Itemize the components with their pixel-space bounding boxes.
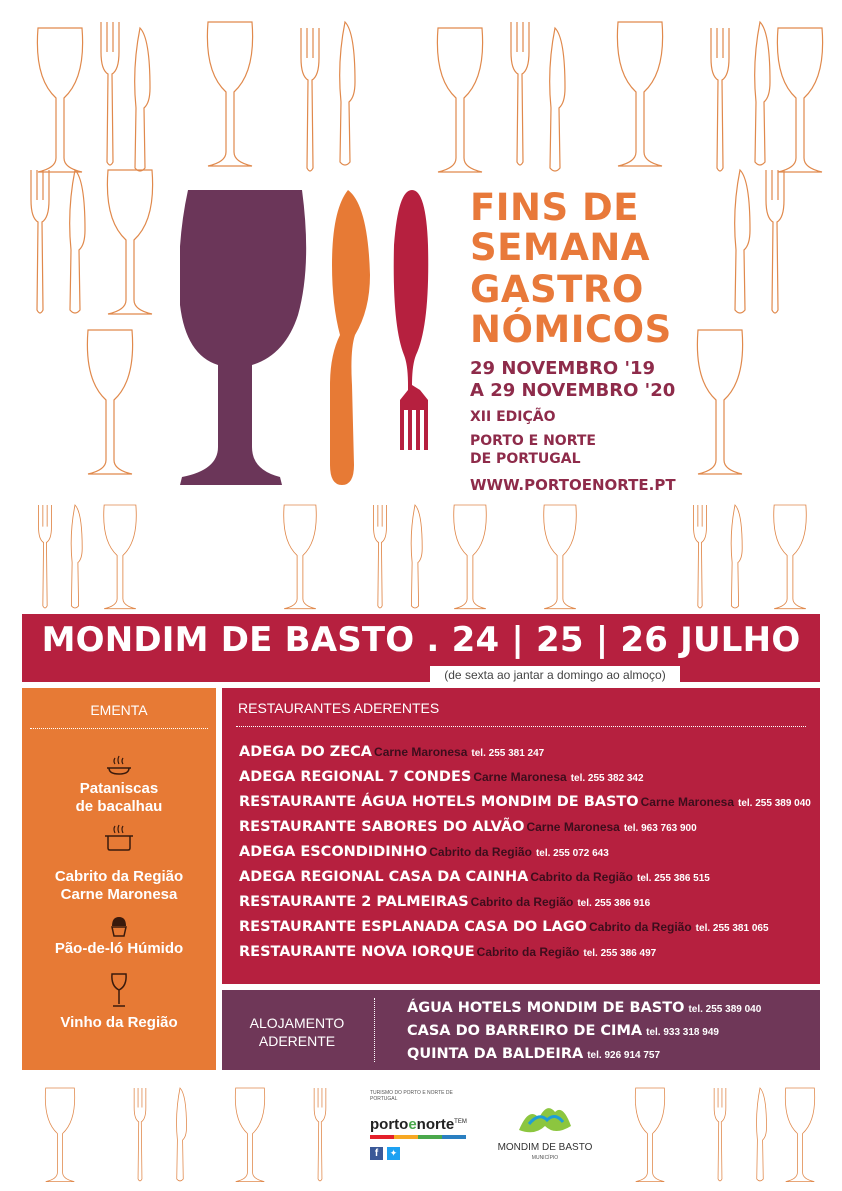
- pattern-knife-icon: [71, 505, 82, 608]
- lodging-name: QUINTA DA BALDEIRA: [407, 1046, 584, 1062]
- hero-date-line2: A 29 NOVEMBRO '20: [470, 380, 676, 401]
- restaurant-row: [239, 942, 656, 964]
- pattern-fork-icon: [511, 22, 529, 165]
- hero-text: [470, 188, 676, 494]
- restaurant-name: ADEGA REGIONAL CASA DA CAINHA: [239, 869, 529, 885]
- restaurant-phone: tel. 963 763 900: [623, 823, 697, 834]
- brand-part-e: e: [408, 1116, 417, 1133]
- pattern-fork-icon: [31, 170, 49, 313]
- brand-part-norte: norte: [416, 1116, 455, 1133]
- hero-date-line1: 29 NOVEMBRO '19: [470, 358, 656, 379]
- wine-glass-icon: [180, 190, 306, 485]
- restaurant-name: RESTAURANTE ESPLANADA CASA DO LAGO: [239, 919, 587, 935]
- restaurant-phone: tel. 255 386 916: [577, 898, 651, 909]
- restaurant-row: [239, 917, 769, 939]
- pattern-glass-icon: [635, 1088, 664, 1182]
- brand-color-bar: [370, 1135, 466, 1139]
- wine-glass-icon: [110, 972, 128, 1008]
- menu-item-line: Vinho da Região: [60, 1014, 178, 1031]
- knife-icon: [330, 190, 370, 485]
- restaurant-dish: Carne Maronesa: [526, 820, 620, 834]
- menu-item-line: Pataniscas: [79, 780, 159, 797]
- restaurant-row: [239, 742, 544, 764]
- pattern-fork-icon: [714, 1088, 726, 1181]
- pattern-glass-icon: [284, 505, 317, 609]
- hero-title-line3: GASTRO: [470, 268, 644, 311]
- event-banner: [22, 614, 820, 682]
- pattern-glass-icon: [37, 28, 82, 172]
- municipality-sub: MUNICÍPIO: [531, 1155, 559, 1161]
- restaurant-name: ADEGA DO ZECA: [239, 744, 373, 760]
- hero-region-line1: PORTO E NORTE: [470, 433, 596, 449]
- restaurant-dish: Carne Maronesa: [374, 745, 468, 759]
- brand-tm: TEM: [454, 1119, 467, 1125]
- hero-title-line1: FINS DE: [470, 186, 640, 229]
- restaurant-name: ADEGA ESCONDIDINHO: [239, 844, 428, 860]
- pattern-knife-icon: [70, 170, 85, 313]
- facebook-icon[interactable]: f: [370, 1147, 383, 1160]
- pattern-glass-icon: [544, 505, 577, 609]
- restaurant-row: [239, 792, 811, 814]
- hero-edition: XII EDIÇÃO: [470, 409, 556, 425]
- lodging-row: [407, 1044, 660, 1066]
- mountain-logo-icon: [515, 1100, 575, 1138]
- pattern-knife-icon: [340, 22, 355, 165]
- restaurant-name: RESTAURANTE NOVA IORQUE: [239, 944, 475, 960]
- pattern-glass-icon: [104, 505, 137, 609]
- restaurant-name: RESTAURANTE SABORES DO ALVÃO: [239, 819, 525, 835]
- restaurant-row: [239, 842, 609, 864]
- pattern-glass-icon: [454, 505, 487, 609]
- pattern-fork-icon: [101, 22, 119, 165]
- menu-item-line: Cabrito da Região: [54, 868, 184, 885]
- lodging-panel: [222, 990, 820, 1070]
- footer-tagline: TURISMO DO PORTO E NORTE DE PORTUGAL: [370, 1090, 453, 1102]
- restaurant-phone: tel. 255 381 065: [695, 923, 769, 934]
- municipality-name: MONDIM DE BASTO: [497, 1142, 593, 1153]
- pattern-fork-icon: [374, 505, 387, 608]
- menu-item-line: Pão-de-ló Húmido: [54, 940, 184, 957]
- pattern-knife-icon: [411, 505, 422, 608]
- menu-item-line: Carne Maronesa: [60, 886, 178, 903]
- pot-icon: [104, 824, 134, 852]
- restaurant-phone: tel. 255 389 040: [738, 798, 811, 809]
- divider: [374, 998, 375, 1062]
- pattern-glass-icon: [207, 22, 252, 166]
- pattern-glass-icon: [437, 28, 482, 172]
- divider: [236, 726, 806, 727]
- restaurant-row: [239, 817, 697, 839]
- restaurant-name: RESTAURANTE ÁGUA HOTELS MONDIM DE BASTO: [239, 794, 639, 810]
- restaurant-phone: tel. 255 386 515: [637, 873, 710, 884]
- restaurant-dish: Cabrito da Região: [588, 920, 692, 934]
- restaurants-panel: [222, 688, 820, 984]
- pattern-glass-icon: [45, 1088, 74, 1182]
- pattern-knife-icon: [735, 170, 750, 313]
- porto-e-norte-logo: [370, 1090, 480, 1170]
- restaurant-dish: Carne Maronesa: [640, 795, 735, 809]
- fork-icon: [394, 190, 429, 450]
- pattern-glass-icon: [87, 330, 132, 474]
- mondim-de-basto-logo: [490, 1090, 600, 1180]
- restaurant-dish: Cabrito da Região: [476, 945, 580, 959]
- lodging-phone: tel. 933 318 949: [646, 1027, 719, 1038]
- pattern-fork-icon: [694, 505, 707, 608]
- restaurant-row: [239, 767, 644, 789]
- pattern-knife-icon: [550, 28, 565, 171]
- lodging-label-line2: ADERENTE: [258, 1033, 336, 1049]
- lodging-name: CASA DO BARREIRO DE CIMA: [407, 1023, 643, 1039]
- pattern-knife-icon: [177, 1088, 187, 1181]
- restaurant-dish: Carne Maronesa: [473, 770, 567, 784]
- pattern-fork-icon: [39, 505, 52, 608]
- menu-panel: [22, 688, 216, 1070]
- pattern-glass-icon: [617, 22, 662, 166]
- restaurants-header: RESTAURANTES ADERENTES: [238, 700, 440, 716]
- banner-title: MONDIM DE BASTO . 24 | 25 | 26 JULHO: [41, 620, 801, 660]
- pattern-knife-icon: [755, 22, 770, 165]
- pattern-glass-icon: [774, 505, 807, 609]
- lodging-name: ÁGUA HOTELS MONDIM DE BASTO: [407, 1000, 685, 1016]
- banner-note: (de sexta ao jantar a domingo ao almoço): [430, 666, 680, 684]
- restaurant-phone: tel. 255 072 643: [535, 848, 609, 859]
- pattern-fork-icon: [711, 28, 729, 171]
- restaurant-phone: tel. 255 382 342: [570, 773, 644, 784]
- restaurant-dish: Cabrito da Região: [530, 870, 633, 884]
- restaurant-dish: Cabrito da Região: [429, 845, 532, 859]
- restaurant-row: [239, 892, 650, 914]
- restaurant-name: ADEGA REGIONAL 7 CONDES: [239, 769, 472, 785]
- pattern-glass-icon: [785, 1088, 814, 1182]
- hero-illustration: [180, 185, 450, 490]
- restaurant-phone: tel. 255 386 497: [583, 948, 657, 959]
- pattern-knife-icon: [731, 505, 742, 608]
- divider: [30, 728, 208, 729]
- hero-website-link[interactable]: WWW.PORTOENORTE.PT: [470, 476, 676, 494]
- hero-region-line2: DE PORTUGAL: [470, 451, 581, 467]
- lodging-row: [407, 998, 761, 1020]
- menu-header: EMENTA: [90, 702, 148, 718]
- pattern-glass-icon: [777, 28, 822, 172]
- pattern-fork-icon: [301, 28, 319, 171]
- tray-icon: [105, 754, 133, 776]
- pattern-knife-icon: [135, 28, 150, 171]
- brand-part-porto: porto: [370, 1116, 409, 1133]
- lodging-label: [242, 1014, 352, 1050]
- lodging-phone: tel. 926 914 757: [587, 1050, 661, 1061]
- lodging-label-line1: ALOJAMENTO: [249, 1015, 345, 1031]
- cupcake-icon: [108, 914, 130, 938]
- twitter-icon[interactable]: ✦: [387, 1147, 400, 1160]
- restaurant-phone: tel. 255 381 247: [471, 748, 545, 759]
- pattern-glass-icon: [235, 1088, 264, 1182]
- menu-item-line: de bacalhau: [75, 798, 163, 815]
- restaurant-row: [239, 867, 710, 889]
- lodging-row: [407, 1021, 719, 1043]
- hero-title-line2: SEMANA: [470, 226, 650, 269]
- lodging-phone: tel. 255 389 040: [688, 1004, 762, 1015]
- pattern-fork-icon: [314, 1088, 326, 1181]
- restaurant-dish: Cabrito da Região: [470, 895, 574, 909]
- pattern-glass-icon: [107, 170, 152, 314]
- restaurant-name: RESTAURANTE 2 PALMEIRAS: [239, 894, 469, 910]
- hero-title-line4: NÓMICOS: [470, 308, 672, 351]
- pattern-fork-icon: [134, 1088, 146, 1181]
- pattern-fork-icon: [766, 170, 784, 313]
- pattern-knife-icon: [757, 1088, 767, 1181]
- pattern-glass-icon: [697, 330, 742, 474]
